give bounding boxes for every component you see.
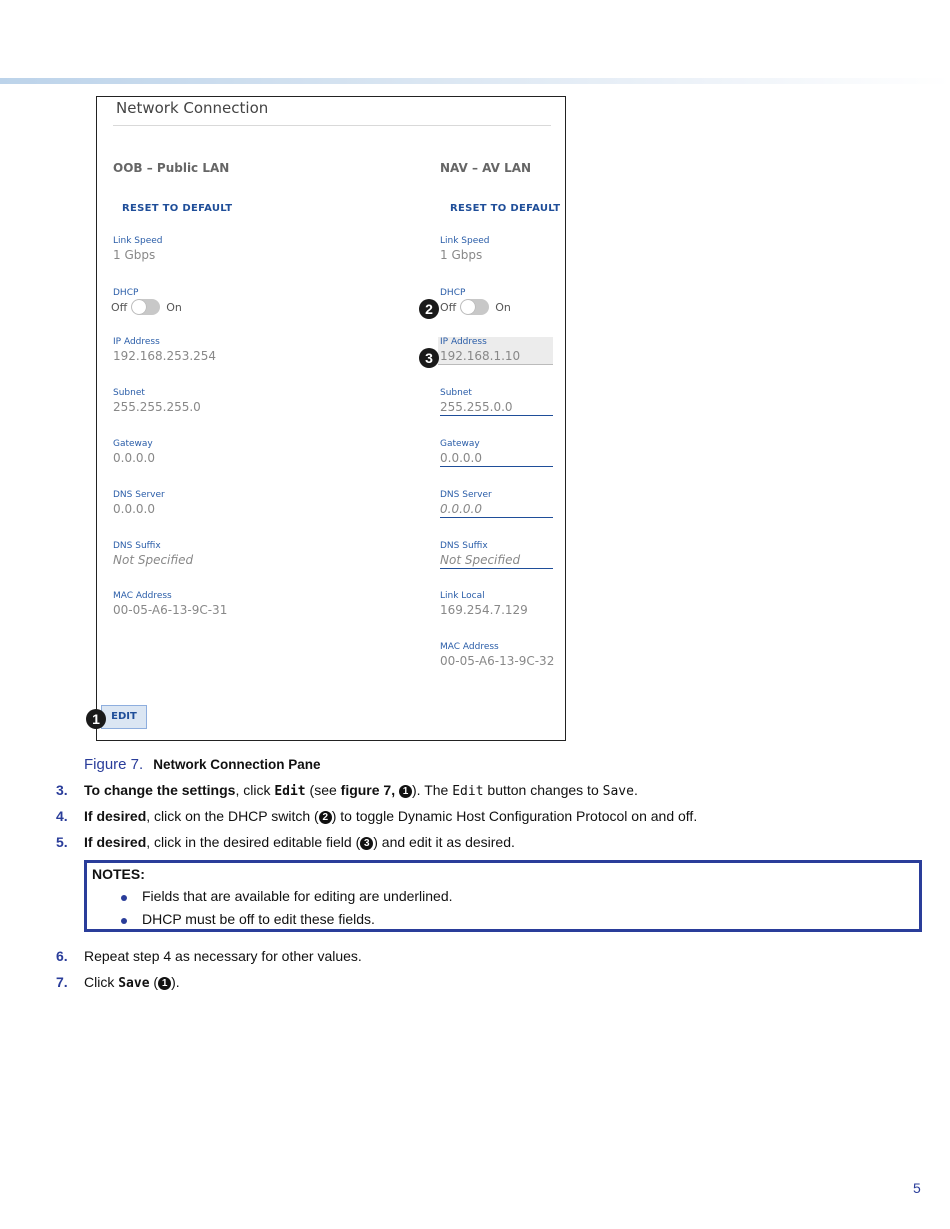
callout-1-icon: 1 [399, 785, 412, 798]
oob-reset-button[interactable]: RESET TO DEFAULT [122, 203, 233, 214]
toggle-on-label: On [495, 300, 511, 314]
callout-3-icon: 3 [360, 837, 373, 850]
field-value: Not Specified [440, 553, 521, 567]
nav-link-local [440, 591, 553, 617]
notes-box [84, 860, 922, 932]
step-number: 7. [56, 974, 68, 990]
nav-dns-server-input[interactable] [440, 490, 553, 518]
figure-number: Figure 7. [84, 756, 144, 773]
figure-caption [84, 756, 320, 773]
field-value: Not Specified [113, 553, 194, 567]
field-value: 1 Gbps [440, 248, 483, 262]
nav-dns-suffix-input[interactable] [440, 541, 553, 569]
callout-1-marker: 1 [86, 709, 106, 729]
step-text: If desired, click on the DHCP switch ( 2 ) to toggle Dynamic Host Configuration Protocol on and off. [84, 808, 698, 824]
bullet-icon [121, 895, 127, 901]
nav-gateway-input[interactable] [440, 439, 553, 467]
field-label: Link Speed [113, 236, 163, 246]
nav-dhcp [440, 288, 553, 315]
oob-heading: OOB – Public LAN [113, 161, 230, 175]
bullet-icon [121, 918, 127, 924]
oob-link-speed [113, 236, 226, 262]
step-number: 3. [56, 782, 68, 798]
field-value: 192.168.1.10 [440, 349, 521, 363]
step-text: To change the settings, click Edit (see figure 7, 1 ). The Edit button changes to Save. [84, 782, 638, 799]
callout-2-marker: 2 [419, 299, 439, 319]
figure-title: Network Connection Pane [153, 757, 321, 772]
field-label: DHCP [113, 288, 139, 298]
callout-1-icon: 1 [158, 977, 171, 990]
network-connection-panel [92, 96, 566, 741]
field-value: 1 Gbps [113, 248, 156, 262]
nav-mac-address [440, 642, 553, 668]
nav-dhcp-toggle[interactable] [460, 299, 489, 315]
field-label: Subnet [113, 388, 145, 398]
note-item: DHCP must be off to edit these fields. [142, 911, 375, 927]
step-number: 4. [56, 808, 68, 824]
field-label: Subnet [440, 388, 472, 398]
nav-link-speed [440, 236, 553, 262]
notes-heading: NOTES: [92, 866, 145, 882]
field-value: 169.254.7.129 [440, 603, 528, 617]
field-label: DNS Suffix [440, 541, 488, 551]
panel-title: Network Connection [116, 99, 269, 117]
step-text: Repeat step 4 as necessary for other values. [84, 948, 362, 964]
field-label: DNS Server [113, 490, 165, 500]
note-item: Fields that are available for editing are underlined. [142, 888, 453, 904]
field-value: 0.0.0.0 [113, 502, 155, 516]
field-label: Gateway [113, 439, 153, 449]
field-label: DNS Suffix [113, 541, 161, 551]
field-value: 255.255.255.0 [113, 400, 201, 414]
toggle-knob [132, 300, 146, 314]
oob-mac-address [113, 591, 226, 617]
step-number: 5. [56, 834, 68, 850]
step-number: 6. [56, 948, 68, 964]
field-value: 255.255.0.0 [440, 400, 513, 414]
field-label: MAC Address [440, 642, 499, 652]
field-label: DNS Server [440, 490, 492, 500]
panel-divider [113, 125, 551, 126]
oob-ip-address [113, 337, 226, 363]
callout-2-icon: 2 [319, 811, 332, 824]
toggle-knob [461, 300, 475, 314]
field-label: MAC Address [113, 591, 172, 601]
oob-subnet [113, 388, 226, 414]
step-text: Click Save ( 1 ). [84, 974, 180, 991]
step-text: If desired, click in the desired editable field ( 3 ) and edit it as desired. [84, 834, 515, 850]
field-value: 00-05-A6-13-9C-32 [440, 654, 555, 668]
oob-gateway [113, 439, 226, 465]
field-label: Gateway [440, 439, 480, 449]
field-label: Link Speed [440, 236, 490, 246]
nav-subnet-input[interactable] [440, 388, 553, 416]
nav-reset-button[interactable]: RESET TO DEFAULT [450, 203, 561, 214]
header-band [0, 78, 950, 84]
field-label: DHCP [440, 288, 466, 298]
toggle-on-label: On [166, 300, 182, 314]
field-label: Link Local [440, 591, 485, 601]
oob-dns-suffix [113, 541, 226, 567]
field-value: 0.0.0.0 [440, 502, 482, 516]
nav-ip-address-input[interactable] [438, 337, 553, 365]
field-value: 0.0.0.0 [113, 451, 155, 465]
field-label: IP Address [113, 337, 160, 347]
page-number: 5 [913, 1180, 921, 1196]
field-value: 0.0.0.0 [440, 451, 482, 465]
nav-heading: NAV – AV LAN [440, 161, 532, 175]
oob-dns-server [113, 490, 226, 516]
oob-dhcp [113, 288, 226, 315]
field-value: 00-05-A6-13-9C-31 [113, 603, 228, 617]
edit-button[interactable]: EDIT [101, 705, 147, 729]
oob-dhcp-toggle[interactable] [131, 299, 160, 315]
field-label: IP Address [440, 337, 487, 347]
field-value: 192.168.253.254 [113, 349, 217, 363]
callout-3-marker: 3 [419, 348, 439, 368]
toggle-off-label: Off [111, 300, 128, 314]
toggle-off-label: Off [440, 300, 457, 314]
